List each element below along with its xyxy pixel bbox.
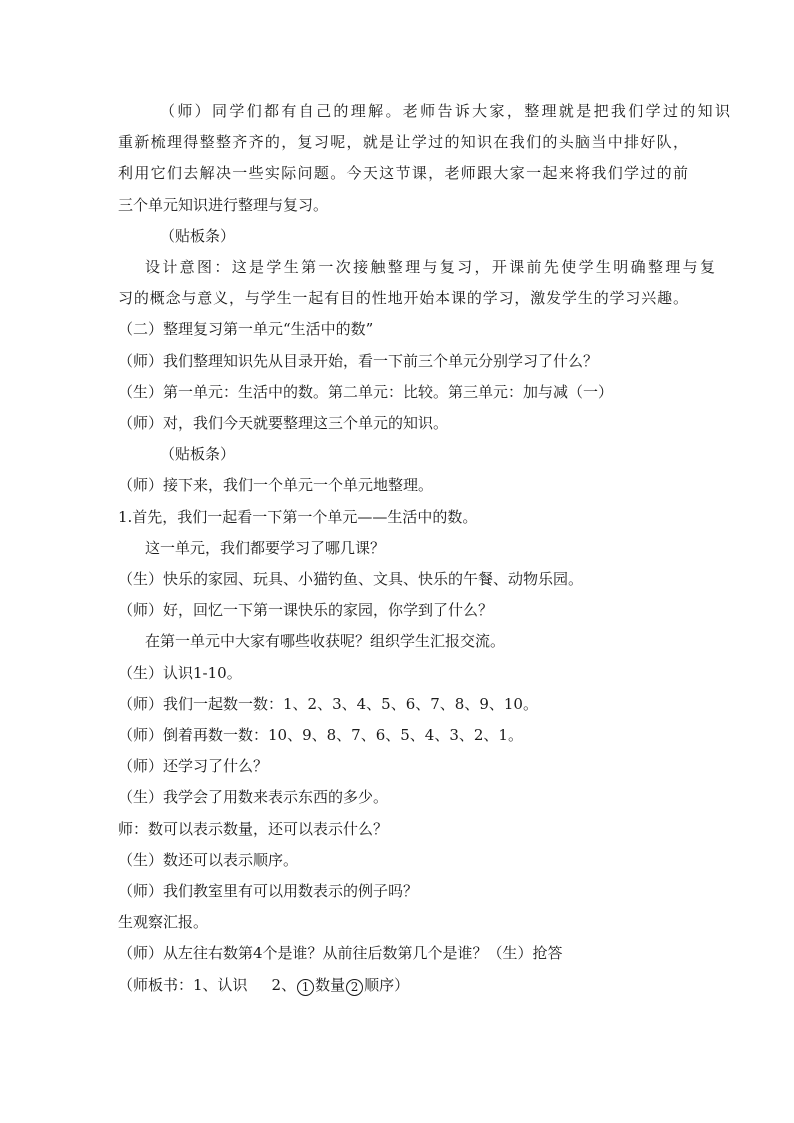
- board-note: （贴板条）: [160, 445, 236, 463]
- paragraph-line: 在第一单元中大家有哪些收获呢？组织学生汇报交流。: [145, 632, 506, 650]
- paragraph-line: 利用它们去解决一些实际问题。今天这节课，老师跟大家一起来将我们学过的前: [118, 164, 688, 182]
- blackboard-writing: [118, 975, 688, 996]
- dialogue-line: （生）快乐的家园、玩具、小猫钓鱼、文具、快乐的午餐、动物乐园。: [118, 570, 584, 588]
- dialogue-line: （师）我们教室里有可以用数表示的例子吗？: [118, 882, 419, 900]
- circled-number-2: 2: [346, 979, 363, 996]
- dialogue-line: 师：数可以表示数量，还可以表示什么？: [118, 820, 389, 838]
- dialogue-line: （师）接下来，我们一个单元一个单元地整理。: [118, 476, 434, 494]
- dialogue-line: （生）我学会了用数来表示东西的多少。: [118, 788, 389, 806]
- dialogue-line: （师）我们一起数一数：1、2、3、4、5、6、7、8、9、10。: [118, 695, 538, 713]
- paragraph-line: 生观察汇报。: [118, 913, 209, 931]
- design-intent-line: 习的概念与意义，与学生一起有目的性地开始本课的学习，激发学生的学习兴趣。: [118, 289, 688, 307]
- paragraph-line: 三个单元知识进行整理与复习。: [118, 196, 329, 214]
- dialogue-line: （生）第一单元：生活中的数。第二单元：比较。第三单元：加与减（一）: [118, 383, 614, 401]
- paragraph-line: 这一单元，我们都要学习了哪几课？: [145, 539, 386, 557]
- board-note: （贴板条）: [160, 227, 236, 245]
- dialogue-line: （师）倒着再数一数：10、9、8、7、6、5、4、3、2、1。: [118, 726, 523, 744]
- board-item-2: 2、: [271, 976, 297, 994]
- paragraph-line: （师）同学们都有自己的理解。老师告诉大家，整理就是把我们学过的知识: [160, 102, 730, 120]
- dialogue-line: （师）对，我们今天就要整理这三个单元的知识。: [118, 414, 449, 432]
- circled-number-1: 1: [297, 979, 314, 996]
- design-intent-line: 设计意图：这是学生第一次接触整理与复习，开课前先使学生明确整理与复: [145, 258, 715, 276]
- dialogue-line: （师）还学习了什么？: [118, 757, 269, 775]
- numbered-item: 1.首先，我们一起看一下第一个单元——生活中的数。: [118, 508, 478, 526]
- board-suffix: ）: [394, 976, 410, 994]
- dialogue-line: （生）数还可以表示顺序。: [118, 851, 299, 869]
- paragraph-line: 重新梳理得整整齐齐的，复习呢，就是让学过的知识在我们的头脑当中排好队，: [118, 133, 688, 151]
- board-label-quantity: 数量: [315, 976, 346, 994]
- dialogue-line: （师）从左往右数第4个是谁？从前往后数第几个是谁？（生）抢答: [118, 944, 563, 962]
- section-heading: （二）整理复习第一单元“生活中的数”: [118, 320, 374, 338]
- dialogue-line: （生）认识1-10。: [118, 664, 242, 682]
- board-label-order: 顺序: [364, 976, 395, 994]
- dialogue-line: （师）好，回忆一下第一课快乐的家园，你学到了什么？: [118, 601, 494, 619]
- board-prefix: （师板书：1、认识: [118, 976, 248, 994]
- dialogue-line: （师）我们整理知识先从目录开始，看一下前三个单元分别学习了什么？: [118, 352, 599, 370]
